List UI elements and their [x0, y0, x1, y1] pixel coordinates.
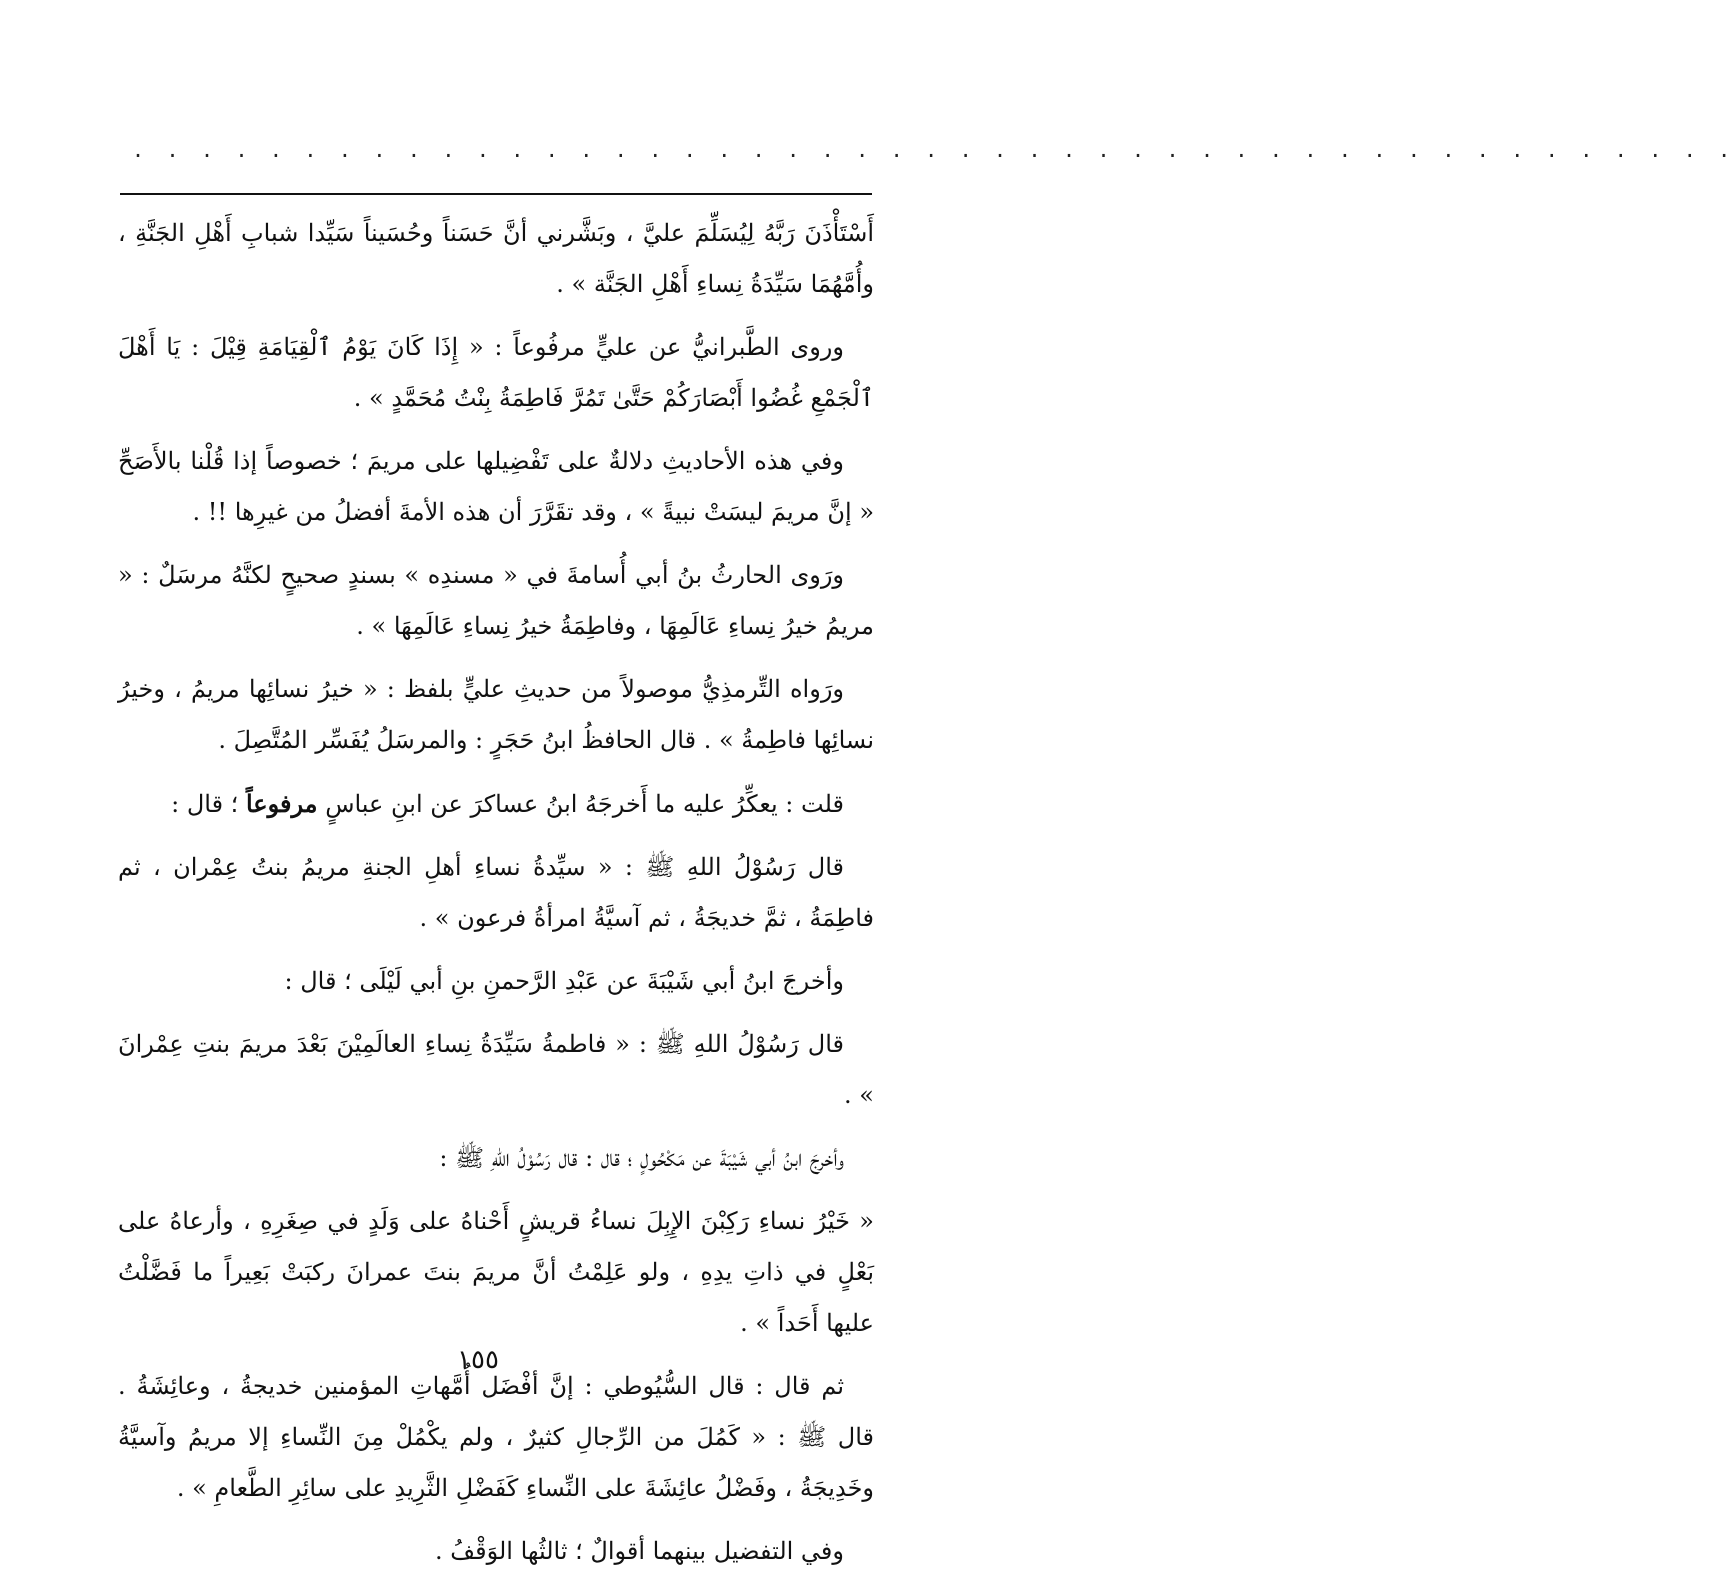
paragraph: ورَوى الحارثُ بنُ أبي أُسامةَ في « مسندِه » بسندٍ صحيحٍ لكنَّهُ مرسَلٌ : « مريمُ خيرُ نِساءِ عَالَمِهَا ، وفاطِمَةُ خيرُ نِساءِ عَالَمِهَا » .: [118, 561, 874, 640]
paragraph: أَسْتَأْذَنَ رَبَّهُ لِيُسَلِّمَ عليَّ ، وبَشَّرني أنَّ حَسَناً وحُسَيناً سَيِّدا شبابِ أَهْلِ الجَنَّةِ ، وأُمَّهُمَا سَيِّدَةُ نِساءِ أَهْلِ الجَنَّة » .: [118, 219, 875, 298]
paragraph: وأخرجَ ابنُ أبي شَيْبَةَ عن مَكْحُولٍ ؛ قال : قال رَسُوْلُ اللهِ ﷺ :: [439, 1144, 844, 1172]
qult-text: قلت : يعكِّرُ عليه ما أَخرجَهُ ابنُ عساكرَ عن ابنِ عباسٍ: [325, 790, 844, 818]
page-number: ١٥٥: [457, 1345, 499, 1375]
qult-tail: ؛ قال :: [171, 790, 246, 818]
qult-bold: مرفوعاً: [245, 789, 318, 818]
body-text: [118, 208, 874, 1589]
paragraph: وفي التفضيل بينهما أقوالٌ ؛ ثالثُها الوَقْفُ .: [435, 1537, 844, 1565]
paragraph: « خَيْرُ نساءِ رَكِبْنَ الإِبِلَ نساءُ قريشٍ أَحْناهُ على وَلَدٍ في صِغَرِهِ ، وأرعاهُ على بَعْلٍ في ذاتِ يدِهِ ، ولو عَلِمْتُ أنَّ مريمَ بنتَ عمرانَ ركبَتْ بَعِيراً ما فَضَّلْتُ عليها أَحَداً » .: [118, 1207, 874, 1337]
qult-paragraph: [118, 778, 874, 830]
paragraph: وفي هذه الأحاديثِ دلالةٌ على تَفْضِيلها على مريمَ ؛ خصوصاً إذا قُلْنا بالأَصَحِّ « إنَّ مريمَ ليسَتْ نبيةً » ، وقد تقَرَّرَ أن هذه الأمةَ أفضلُ من غيرِها !! .: [118, 447, 874, 526]
paragraph: وأخرجَ ابنُ أبي شَيْبَةَ عن عَبْدِ الرَّحمنِ بنِ أبي لَيْلَى ؛ قال :: [284, 967, 844, 995]
header-rule: [120, 193, 872, 195]
paragraph: وروى الطَّبرانيُّ عن عليٍّ مرفُوعاً : « إِذَا كَانَ يَوْمُ ٱلْقِيَامَةِ قِيْلَ : يَا أَهْلَ ٱلْجَمْعِ غُضُوا أَبْصَارَكُمْ حَتَّىٰ تَمُرَّ فَاطِمَةُ بِنْتُ مُحَمَّدٍ » .: [118, 333, 874, 412]
paragraph: قال رَسُوْلُ اللهِ ﷺ : « فاطمةُ سَيِّدَةُ نِساءِ العالَمِيْنَ بَعْدَ مريمَ بنتِ عِمْرانَ » .: [118, 1030, 874, 1109]
paragraph: ورَواه التِّرمذِيُّ موصولاً من حديثِ عليٍّ بلفظ : « خيرُ نسائِها مريمُ ، وخيرُ نسائِها فاطِمةُ » . قال الحافظُ ابنُ حَجَرٍ : والمرسَلُ يُفَسِّر المُتَّصِلَ .: [118, 675, 874, 754]
paragraph: قال رَسُوْلُ اللهِ ﷺ : « سيِّدةُ نساءِ أهلِ الجنةِ مريمُ بنتُ عِمْران ، ثم فاطِمَةُ ، ثمَّ خديجَةُ ، ثم آسيَّةُ امرأةُ فرعون » .: [118, 853, 874, 932]
paragraph: ثم قال : قال السُّيُوطي : إنَّ أفْضَل أُمَّهاتِ المؤمنين خديجةُ ، وعائِشَةُ . قال ﷺ : « كَمُلَ من الرِّجالِ كثيرٌ ، ولم يكْمُلْ مِنَ النِّساءِ إلا مريمُ وآسيَّةُ وخَدِيجَةُ ، وفَضْلُ عائِشَةَ على النِّساءِ كَفَضْلِ الثَّرِيدِ على سائِرِ الطَّعامِ » .: [118, 1372, 874, 1502]
header-dots: . . . . . . . . . . . . . . . . . . . . . . . . . . . . . . . . . . . . . . . . . . . . . . .: [132, 138, 1735, 162]
